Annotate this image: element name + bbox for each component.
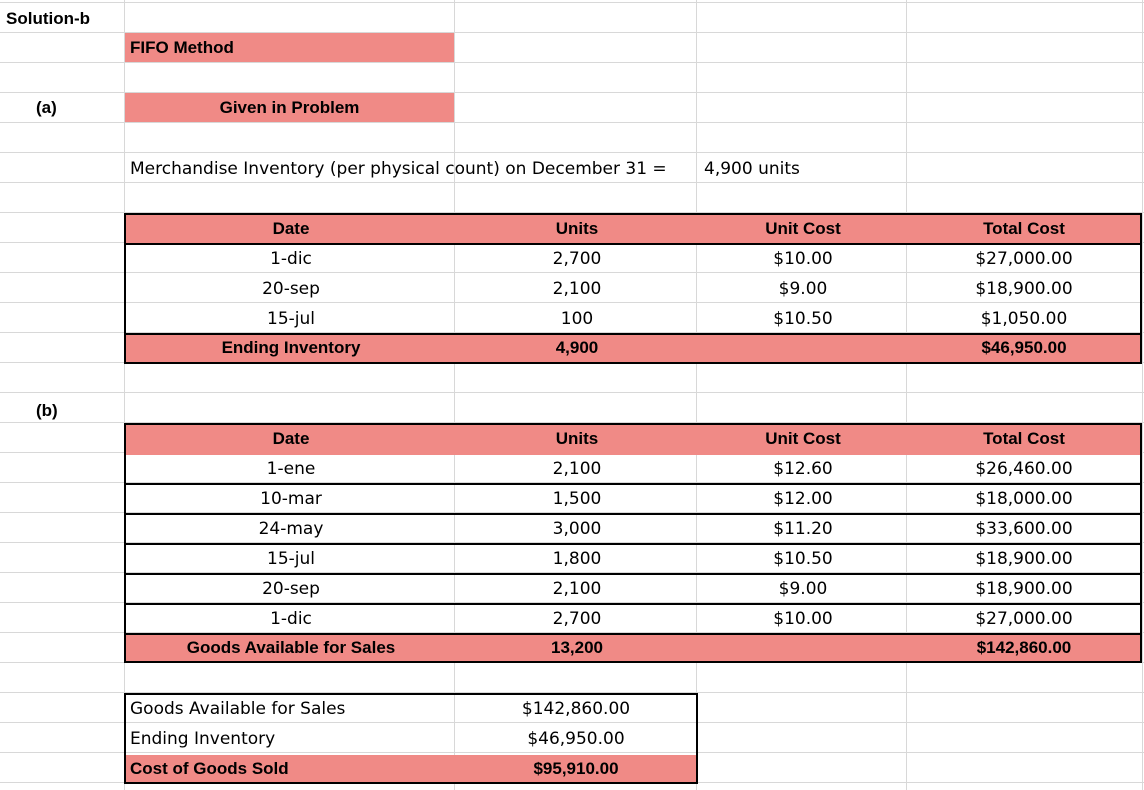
unit-cost-cell: $10.50 (773, 549, 833, 569)
column-header: Unit Cost (765, 219, 841, 238)
date-cell: 1-dic (270, 609, 312, 629)
total-unit-cost (698, 335, 908, 362)
table-row (126, 575, 1140, 605)
total-cost-cell: $33,600.00 (975, 519, 1073, 539)
unit-cost-cell: $9.00 (778, 579, 828, 599)
total-cost-cell: $18,000.00 (975, 489, 1073, 509)
table-row (126, 245, 1140, 275)
table-row (126, 605, 1140, 635)
summary-label: Goods Available for Sales (130, 699, 346, 719)
units-cell: 1,800 (552, 549, 602, 569)
unit-cost-cell: $12.00 (773, 489, 833, 509)
total-cost-cell: $27,000.00 (975, 249, 1073, 269)
cogs-label: Cost of Goods Sold (130, 759, 289, 778)
table-row (126, 515, 1140, 545)
units-cell: 2,100 (552, 279, 602, 299)
date-cell: 20-sep (262, 279, 320, 299)
table-a-header (126, 215, 1140, 245)
summary-row (126, 695, 696, 725)
date-cell: 15-jul (267, 549, 315, 569)
unit-cost-cell: $10.00 (773, 609, 833, 629)
total-cost-cell: $18,900.00 (975, 579, 1073, 599)
table-b-header (126, 425, 1140, 455)
unit-cost-cell: $9.00 (778, 279, 828, 299)
total-cost: $46,950.00 (981, 338, 1067, 357)
unit-cost-cell: $11.20 (773, 519, 833, 539)
column-header: Total Cost (983, 429, 1065, 448)
units-cell: 2,100 (552, 579, 602, 599)
total-cost: $142,860.00 (976, 638, 1072, 657)
summary-value: $46,950.00 (527, 729, 625, 749)
unit-cost-cell: $12.60 (773, 459, 833, 479)
units-cell: 2,100 (552, 459, 602, 479)
units-cell: 100 (560, 309, 594, 329)
column-header: Units (555, 429, 599, 448)
part-b-label: (b) (36, 401, 58, 420)
unit-cost-cell: $10.50 (773, 309, 833, 329)
sheet-title: Solution-b (6, 9, 91, 28)
date-cell: 10-mar (260, 489, 322, 509)
cogs-row (126, 755, 696, 782)
table-a (124, 213, 1142, 364)
merch-inventory-text: Merchandise Inventory (per physical count) on December 31 = (130, 159, 667, 179)
part-a-label: (a) (36, 98, 57, 117)
column-header: Date (272, 429, 310, 448)
total-cost-cell: $26,460.00 (975, 459, 1073, 479)
date-cell: 1-ene (266, 459, 316, 479)
units-cell: 3,000 (552, 519, 602, 539)
unit-cost-cell: $10.00 (773, 249, 833, 269)
merch-inventory-value: 4,900 units (704, 159, 800, 179)
date-cell: 24-may (258, 519, 324, 539)
column-header: Units (555, 219, 599, 238)
total-units: 4,900 (555, 338, 599, 357)
cogs-value: $95,910.00 (533, 759, 619, 778)
table-b (124, 423, 1142, 663)
table-row (126, 455, 1140, 485)
column-header: Total Cost (983, 219, 1065, 238)
date-cell: 15-jul (267, 309, 315, 329)
total-label: Goods Available for Sales (186, 638, 396, 657)
summary-value: $142,860.00 (521, 699, 631, 719)
table-row (126, 545, 1140, 575)
total-unit-cost (698, 635, 908, 661)
table-a-total-row (126, 335, 1140, 362)
given-banner: Given in Problem (125, 93, 454, 122)
units-cell: 1,500 (552, 489, 602, 509)
units-cell: 2,700 (552, 609, 602, 629)
date-cell: 1-dic (270, 249, 312, 269)
date-cell: 20-sep (262, 579, 320, 599)
column-header: Date (272, 219, 310, 238)
method-banner: FIFO Method (125, 33, 454, 62)
units-cell: 2,700 (552, 249, 602, 269)
total-units: 13,200 (551, 638, 603, 657)
summary-label: Ending Inventory (130, 729, 276, 749)
total-cost-cell: $27,000.00 (975, 609, 1073, 629)
total-label: Ending Inventory (221, 338, 361, 357)
summary-table (124, 693, 698, 784)
total-cost-cell: $1,050.00 (980, 309, 1068, 329)
total-cost-cell: $18,900.00 (975, 279, 1073, 299)
table-b-total-row (126, 635, 1140, 661)
total-cost-cell: $18,900.00 (975, 549, 1073, 569)
column-header: Unit Cost (765, 429, 841, 448)
summary-row (126, 725, 696, 755)
table-row (126, 275, 1140, 305)
table-row (126, 485, 1140, 515)
table-row (126, 305, 1140, 335)
